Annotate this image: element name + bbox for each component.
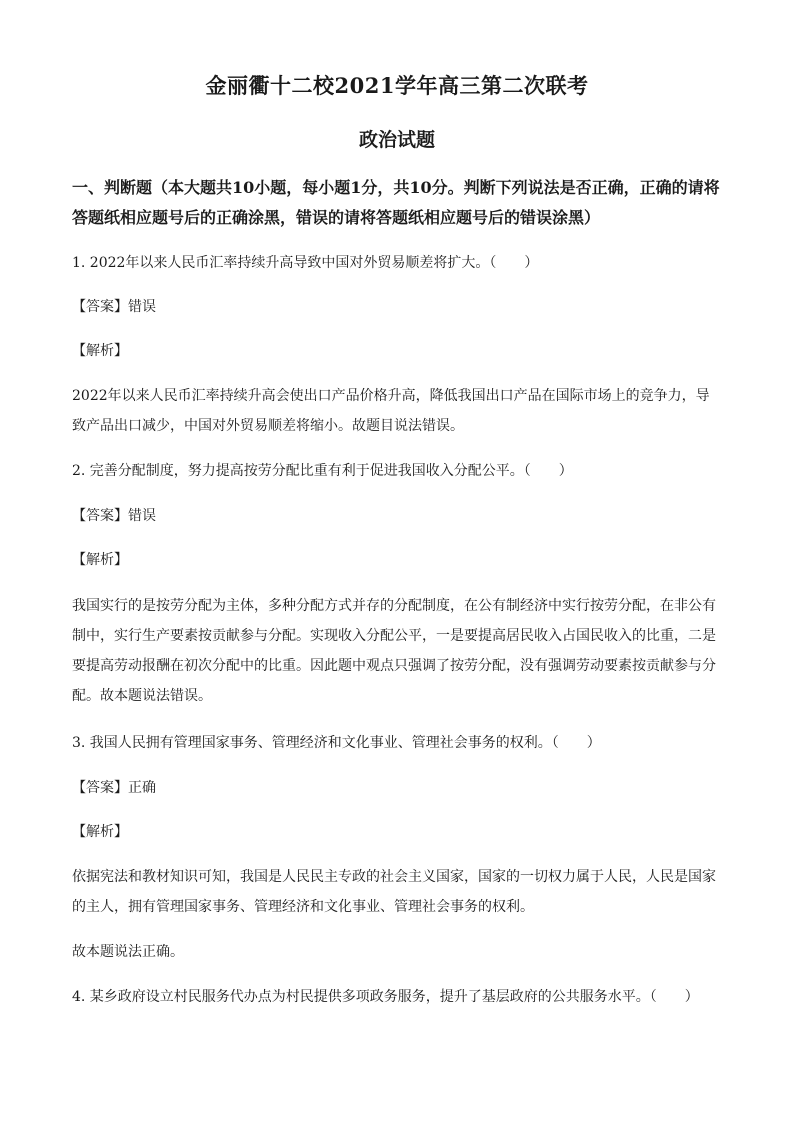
question-1-analysis: 2022年以来人民币汇率持续升高会使出口产品价格升高，降低我国出口产品在国际市场上的竞争力，导致产品出口减少，中国对外贸易顺差将缩小。故题目说法错误。 [72, 388, 710, 434]
exam-subtitle: 政治试题 [358, 129, 435, 151]
question-4-stem: 4. 某乡政府设立村民服务代办点为村民提供多项政务服务，提升了基层政府的公共服务水平。（ ） [72, 989, 699, 1005]
answer-value: 错误 [128, 508, 156, 524]
exam-title: 金丽衢十二校2021学年高三第二次联考 [205, 73, 589, 98]
question-1-stem: 1. 2022年以来人民币汇率持续升高导致中国对外贸易顺差将扩大。（ ） [72, 255, 539, 271]
question-3-conclusion: 故本题说法正确。 [72, 944, 184, 960]
question-3-analysis: 依据宪法和教材知识可知，我国是人民民主专政的社会主义国家，国家的一切权力属于人民，人民是国家的主人，拥有管理国家事务、管理经济和文化事业、管理社会事务的权利。 [72, 869, 716, 915]
question-2-analysis-label: 【解析】 [72, 552, 128, 568]
answer-label: 【答案】 [72, 780, 128, 796]
question-2-answer [72, 501, 722, 531]
question-3-analysis-label: 【解析】 [72, 824, 128, 840]
question-3-stem: 3. 我国人民拥有管理国家事务、管理经济和文化事业、管理社会事务的权利。（ ） [72, 735, 601, 751]
question-2-analysis: 我国实行的是按劳分配为主体，多种分配方式并存的分配制度，在公有制经济中实行按劳分配，在非公有制中，实行生产要素按贡献参与分配。实现收入分配公平，一是要提高居民收入占国民收入的比重，二是要提高劳动报酬在初次分配中的比重。因此题中观点只强调了按劳分配，没有强调劳动要素按贡献参与分配。故本题说法错误。 [72, 598, 716, 704]
section-heading: 一、判断题（本大题共10小题，每小题1分，共10分。判断下列说法是否正确，正确的请将答题纸相应题号后的正确涂黑，错误的请将答题纸相应题号后的错误涂黑） [72, 178, 720, 227]
answer-label: 【答案】 [72, 508, 128, 524]
answer-value: 正确 [128, 780, 156, 796]
question-2-stem: 2. 完善分配制度，努力提高按劳分配比重有利于促进我国收入分配公平。（ ） [72, 463, 573, 479]
question-3-answer [72, 773, 722, 803]
question-1-analysis-label: 【解析】 [72, 343, 128, 359]
answer-value: 错误 [128, 299, 156, 315]
question-1-answer [72, 292, 722, 322]
answer-label: 【答案】 [72, 299, 128, 315]
